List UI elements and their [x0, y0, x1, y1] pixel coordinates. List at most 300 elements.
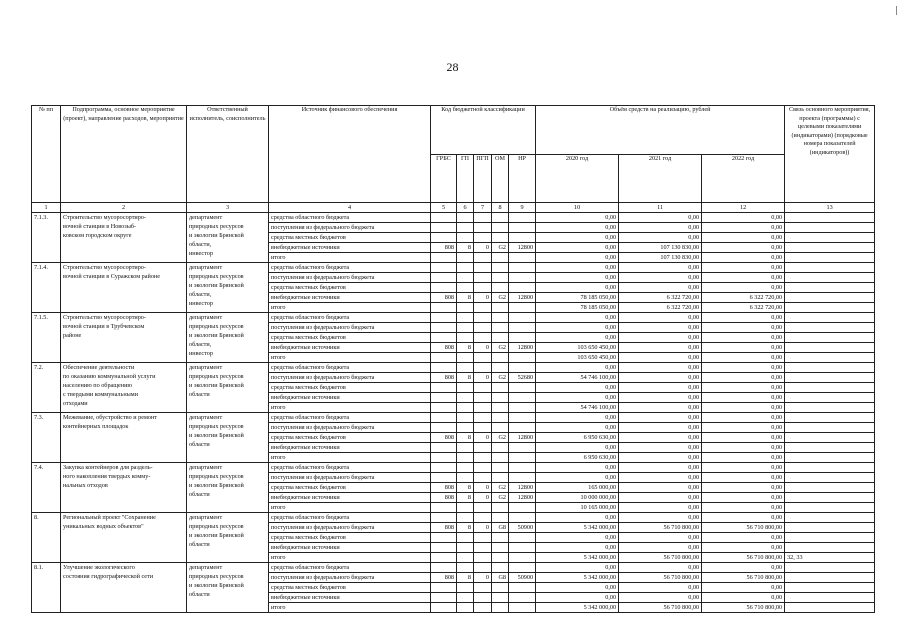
item-executor-line: и экологии Брянской — [189, 482, 244, 489]
funding-source: внебюджетные источники — [269, 393, 431, 403]
amount-2020: 165 000,00 — [536, 483, 619, 493]
item-executor-line: департамент — [189, 314, 223, 321]
code-np — [509, 303, 536, 313]
header-executor: Ответственный исполнитель, соисполнитель — [187, 106, 269, 203]
code-grbs — [431, 323, 457, 333]
code-grbs — [431, 443, 457, 453]
amount-2020: 0,00 — [536, 413, 619, 423]
item-executor-line: области — [189, 591, 210, 598]
code-pgp: 0 — [474, 373, 492, 383]
code-pgp — [474, 303, 492, 313]
amount-2020: 54 746 100,00 — [536, 373, 619, 383]
item-executor-line: области — [189, 491, 210, 498]
indicator-link — [785, 373, 875, 383]
funding-source: средства местных бюджетов — [269, 583, 431, 593]
item-executor — [187, 213, 269, 263]
funding-source: внебюджетные источники — [269, 293, 431, 303]
code-pgp — [474, 543, 492, 553]
code-grbs — [431, 503, 457, 513]
amount-2022: 0,00 — [702, 343, 785, 353]
code-np — [509, 443, 536, 453]
code-pgp — [474, 393, 492, 403]
amount-2021: 56 710 800,00 — [619, 553, 702, 563]
amount-2020: 0,00 — [536, 233, 619, 243]
code-grbs — [431, 233, 457, 243]
indicator-link — [785, 463, 875, 473]
item-number: 7.4. — [32, 463, 61, 513]
indicator-link — [785, 293, 875, 303]
amount-2021: 0,00 — [619, 313, 702, 323]
amount-2020: 0,00 — [536, 333, 619, 343]
code-gp: 8 — [457, 483, 474, 493]
amount-2022: 0,00 — [702, 373, 785, 383]
funding-source: поступления из федерального бюджета — [269, 373, 431, 383]
funding-source: итого — [269, 453, 431, 463]
table-row — [32, 463, 875, 473]
amount-2022: 56 710 800,00 — [702, 523, 785, 533]
amount-2022: 0,00 — [702, 493, 785, 503]
amount-2020: 0,00 — [536, 213, 619, 223]
code-pgp — [474, 443, 492, 453]
code-np — [509, 503, 536, 513]
item-executor-line: области, — [189, 291, 212, 298]
amount-2022: 0,00 — [702, 403, 785, 413]
table-row — [32, 363, 875, 373]
amount-2022: 0,00 — [702, 223, 785, 233]
amount-2022: 0,00 — [702, 513, 785, 523]
code-om — [492, 503, 509, 513]
budget-body — [32, 213, 875, 613]
code-om — [492, 413, 509, 423]
amount-2020: 10 165 000,00 — [536, 503, 619, 513]
table-row — [32, 213, 875, 223]
item-number: 7.1.5. — [32, 313, 61, 363]
code-gp — [457, 553, 474, 563]
amount-2020: 0,00 — [536, 263, 619, 273]
column-number: 5 — [431, 203, 457, 213]
indicator-link — [785, 243, 875, 253]
code-gp — [457, 263, 474, 273]
item-name-line: отходами — [63, 400, 88, 407]
item-name-line: состояния гидрографической сети — [63, 573, 154, 580]
amount-2021: 0,00 — [619, 343, 702, 353]
code-np — [509, 313, 536, 323]
indicator-link — [785, 583, 875, 593]
code-grbs — [431, 463, 457, 473]
code-om: G2 — [492, 243, 509, 253]
amount-2022: 0,00 — [702, 213, 785, 223]
code-om: G2 — [492, 373, 509, 383]
code-grbs — [431, 333, 457, 343]
indicator-link — [785, 593, 875, 603]
amount-2020: 0,00 — [536, 273, 619, 283]
code-pgp — [474, 473, 492, 483]
amount-2020: 5 342 000,00 — [536, 603, 619, 613]
funding-source: внебюджетные источники — [269, 593, 431, 603]
code-gp — [457, 353, 474, 363]
code-np — [509, 263, 536, 273]
item-name — [61, 513, 187, 563]
item-number: 8.1. — [32, 563, 61, 613]
item-name — [61, 263, 187, 313]
code-gp — [457, 383, 474, 393]
code-om — [492, 283, 509, 293]
item-executor-line: области, — [189, 241, 212, 248]
code-grbs — [431, 393, 457, 403]
amount-2022: 56 710 800,00 — [702, 573, 785, 583]
item-executor-line: инвестор — [189, 350, 213, 357]
item-executor-line: департамент — [189, 414, 223, 421]
indicator-link — [785, 603, 875, 613]
code-gp: 8 — [457, 493, 474, 503]
funding-source: средства местных бюджетов — [269, 383, 431, 393]
item-executor-line: природных ресурсов — [189, 423, 244, 430]
item-name-line: Закупка контейнеров для раздель- — [63, 464, 153, 471]
code-np — [509, 423, 536, 433]
table-row — [32, 513, 875, 523]
item-name-line: контейнерных площадок — [63, 423, 129, 430]
column-number: 13 — [785, 203, 875, 213]
item-number: 7.1.3. — [32, 213, 61, 263]
item-executor — [187, 463, 269, 513]
code-om — [492, 563, 509, 573]
amount-2022: 0,00 — [702, 363, 785, 373]
funding-source: средства местных бюджетов — [269, 533, 431, 543]
code-np — [509, 533, 536, 543]
item-executor-line: и экологии Брянской — [189, 582, 244, 589]
amount-2022: 0,00 — [702, 283, 785, 293]
code-grbs: 808 — [431, 293, 457, 303]
code-om — [492, 473, 509, 483]
code-np: 52680 — [509, 373, 536, 383]
indicator-link — [785, 303, 875, 313]
code-pgp — [474, 563, 492, 573]
amount-2020: 0,00 — [536, 253, 619, 263]
code-pgp — [474, 263, 492, 273]
item-executor-line: и экологии Брянской — [189, 532, 244, 539]
code-np — [509, 563, 536, 573]
code-pgp — [474, 413, 492, 423]
code-np — [509, 583, 536, 593]
funding-source: средства областного бюджета — [269, 513, 431, 523]
funding-source: внебюджетные источники — [269, 243, 431, 253]
item-name — [61, 413, 187, 463]
code-gp — [457, 273, 474, 283]
amount-2021: 0,00 — [619, 463, 702, 473]
amount-2022: 0,00 — [702, 483, 785, 493]
code-pgp — [474, 223, 492, 233]
code-pgp — [474, 593, 492, 603]
item-executor-line: департамент — [189, 514, 223, 521]
indicator-link — [785, 343, 875, 353]
code-pgp: 0 — [474, 483, 492, 493]
code-pgp: 0 — [474, 433, 492, 443]
code-gp: 8 — [457, 523, 474, 533]
amount-2020: 0,00 — [536, 593, 619, 603]
code-gp: 8 — [457, 433, 474, 443]
header-program: Подпрограмма, основное мероприятие (проект), направление расходов, мероприятие — [61, 106, 187, 203]
code-om: G8 — [492, 523, 509, 533]
column-number: 10 — [536, 203, 619, 213]
indicator-link — [785, 563, 875, 573]
amount-2021: 0,00 — [619, 563, 702, 573]
header-om: ОМ — [492, 154, 509, 203]
code-pgp: 0 — [474, 343, 492, 353]
item-name — [61, 213, 187, 263]
amount-2022: 6 322 720,00 — [702, 303, 785, 313]
amount-2020: 103 650 450,00 — [536, 353, 619, 363]
column-number-row — [32, 203, 875, 213]
code-om — [492, 323, 509, 333]
item-executor-line: и экологии Брянской — [189, 232, 244, 239]
code-gp: 8 — [457, 293, 474, 303]
amount-2020: 5 342 000,00 — [536, 523, 619, 533]
table-row — [32, 563, 875, 573]
code-np — [509, 333, 536, 343]
indicator-link — [785, 383, 875, 393]
code-pgp — [474, 553, 492, 563]
code-np — [509, 453, 536, 463]
code-om: G8 — [492, 573, 509, 583]
code-np — [509, 383, 536, 393]
column-number: 3 — [187, 203, 269, 213]
amount-2020: 0,00 — [536, 283, 619, 293]
amount-2021: 0,00 — [619, 433, 702, 443]
code-np — [509, 413, 536, 423]
code-grbs — [431, 403, 457, 413]
code-om — [492, 583, 509, 593]
code-pgp — [474, 213, 492, 223]
header-gp: ГП — [457, 154, 474, 203]
code-om — [492, 333, 509, 343]
amount-2021: 0,00 — [619, 403, 702, 413]
item-name-line: Межевание, обустройство и ремонт — [63, 414, 157, 421]
indicator-link — [785, 513, 875, 523]
code-grbs: 808 — [431, 573, 457, 583]
item-executor-line: природных ресурсов — [189, 373, 244, 380]
code-om — [492, 543, 509, 553]
amount-2022: 0,00 — [702, 273, 785, 283]
code-pgp — [474, 323, 492, 333]
code-pgp: 0 — [474, 573, 492, 583]
item-name — [61, 463, 187, 513]
funding-source: итого — [269, 353, 431, 363]
code-gp: 8 — [457, 243, 474, 253]
item-executor-line: природных ресурсов — [189, 573, 244, 580]
indicator-link — [785, 403, 875, 413]
code-np — [509, 473, 536, 483]
code-pgp — [474, 363, 492, 373]
item-number: 7.2. — [32, 363, 61, 413]
indicator-link — [785, 213, 875, 223]
funding-source: средства местных бюджетов — [269, 483, 431, 493]
amount-2020: 0,00 — [536, 563, 619, 573]
item-name — [61, 563, 187, 613]
amount-2021: 0,00 — [619, 383, 702, 393]
amount-2020: 103 650 450,00 — [536, 343, 619, 353]
code-pgp — [474, 453, 492, 463]
code-grbs: 808 — [431, 523, 457, 533]
item-number: 7.1.4. — [32, 263, 61, 313]
code-om — [492, 443, 509, 453]
code-np: 12800 — [509, 243, 536, 253]
amount-2022: 0,00 — [702, 463, 785, 473]
code-grbs — [431, 303, 457, 313]
item-name-line: уникальных водных объектов" — [63, 523, 144, 530]
amount-2021: 0,00 — [619, 583, 702, 593]
item-executor-line: департамент — [189, 214, 223, 221]
code-grbs — [431, 263, 457, 273]
code-gp — [457, 313, 474, 323]
code-grbs — [431, 383, 457, 393]
code-gp — [457, 283, 474, 293]
amount-2020: 78 185 050,00 — [536, 293, 619, 303]
code-gp — [457, 413, 474, 423]
funding-source: средства областного бюджета — [269, 363, 431, 373]
code-gp — [457, 303, 474, 313]
column-number: 7 — [474, 203, 492, 213]
amount-2022: 56 710 800,00 — [702, 603, 785, 613]
code-pgp — [474, 383, 492, 393]
code-grbs — [431, 533, 457, 543]
code-np — [509, 223, 536, 233]
code-grbs — [431, 593, 457, 603]
amount-2022: 0,00 — [702, 563, 785, 573]
code-om — [492, 273, 509, 283]
code-om: G2 — [492, 293, 509, 303]
amount-2021: 0,00 — [619, 233, 702, 243]
amount-2021: 0,00 — [619, 213, 702, 223]
item-executor — [187, 513, 269, 563]
amount-2022: 0,00 — [702, 353, 785, 363]
page-number: 28 — [446, 60, 459, 74]
item-executor-line: инвестор — [189, 300, 213, 307]
code-om — [492, 453, 509, 463]
header-link: Связь основного мероприятия, проекта (программы) с целевыми показателями (индикаторами) (порядковые номера показателей (индикаторов)) — [785, 106, 875, 203]
code-pgp — [474, 463, 492, 473]
code-grbs: 808 — [431, 343, 457, 353]
funding-source: средства областного бюджета — [269, 263, 431, 273]
code-gp — [457, 583, 474, 593]
code-grbs — [431, 363, 457, 373]
amount-2021: 6 322 720,00 — [619, 303, 702, 313]
funding-source: средства местных бюджетов — [269, 233, 431, 243]
code-pgp — [474, 253, 492, 263]
item-executor — [187, 413, 269, 463]
column-number: 2 — [61, 203, 187, 213]
code-gp — [457, 443, 474, 453]
amount-2022: 0,00 — [702, 423, 785, 433]
item-name — [61, 363, 187, 413]
column-number: 8 — [492, 203, 509, 213]
amount-2021: 0,00 — [619, 393, 702, 403]
amount-2021: 0,00 — [619, 423, 702, 433]
item-name-line: с твердыми коммунальными — [63, 391, 139, 398]
amount-2022: 0,00 — [702, 263, 785, 273]
amount-2022: 0,00 — [702, 383, 785, 393]
item-name — [61, 313, 187, 363]
code-np — [509, 253, 536, 263]
indicator-link — [785, 353, 875, 363]
amount-2020: 6 950 630,00 — [536, 453, 619, 463]
code-pgp — [474, 283, 492, 293]
item-name-line: нальных отходов — [63, 482, 108, 489]
amount-2020: 0,00 — [536, 463, 619, 473]
header-grbs: ГРБС — [431, 154, 457, 203]
code-grbs: 808 — [431, 493, 457, 503]
code-om — [492, 233, 509, 243]
amount-2021: 6 322 720,00 — [619, 293, 702, 303]
code-gp — [457, 463, 474, 473]
item-executor-line: области, — [189, 341, 212, 348]
amount-2021: 0,00 — [619, 483, 702, 493]
amount-2022: 0,00 — [702, 253, 785, 263]
item-executor-line: природных ресурсов — [189, 523, 244, 530]
amount-2021: 0,00 — [619, 333, 702, 343]
code-np — [509, 403, 536, 413]
item-name-line: Улучшение экологического — [63, 564, 135, 571]
item-executor-line: и экологии Брянской — [189, 282, 244, 289]
amount-2021: 0,00 — [619, 323, 702, 333]
indicator-link — [785, 473, 875, 483]
item-executor-line: и экологии Брянской — [189, 382, 244, 389]
code-grbs — [431, 473, 457, 483]
item-name-line: вочной станции в Суражском районе — [63, 273, 160, 280]
code-gp: 8 — [457, 343, 474, 353]
amount-2022: 56 710 800,00 — [702, 553, 785, 563]
code-grbs — [431, 213, 457, 223]
item-name-line: Строительство мусоросортиро- — [63, 314, 146, 321]
indicator-link — [785, 453, 875, 463]
amount-2022: 0,00 — [702, 243, 785, 253]
funding-source: поступления из федерального бюджета — [269, 223, 431, 233]
code-grbs — [431, 513, 457, 523]
amount-2020: 54 746 100,00 — [536, 403, 619, 413]
code-np — [509, 283, 536, 293]
code-np: 12800 — [509, 483, 536, 493]
code-gp — [457, 223, 474, 233]
amount-2020: 5 342 000,00 — [536, 553, 619, 563]
code-np: 12800 — [509, 343, 536, 353]
header-no: № пп — [32, 106, 61, 203]
column-number: 11 — [619, 203, 702, 213]
code-om — [492, 223, 509, 233]
code-pgp — [474, 403, 492, 413]
amount-2021: 0,00 — [619, 223, 702, 233]
amount-2022: 0,00 — [702, 323, 785, 333]
item-name-line: Строительство мусоросортиро- — [63, 264, 146, 271]
code-pgp — [474, 233, 492, 243]
header-source: Источник финансового обеспечения — [269, 106, 431, 203]
column-number: 4 — [269, 203, 431, 213]
funding-source: поступления из федерального бюджета — [269, 473, 431, 483]
code-np — [509, 213, 536, 223]
code-pgp: 0 — [474, 493, 492, 503]
item-name-line: ковском городском округе — [63, 232, 132, 239]
indicator-link — [785, 483, 875, 493]
item-name-line: населению по обращению — [63, 382, 133, 389]
item-executor-line: природных ресурсов — [189, 273, 244, 280]
code-np — [509, 323, 536, 333]
header-pgp: ПГП — [474, 154, 492, 203]
code-np — [509, 233, 536, 243]
item-executor-line: департамент — [189, 364, 223, 371]
budget-table — [31, 105, 875, 613]
code-pgp — [474, 313, 492, 323]
code-np: 12800 — [509, 433, 536, 443]
code-gp — [457, 593, 474, 603]
code-pgp — [474, 533, 492, 543]
